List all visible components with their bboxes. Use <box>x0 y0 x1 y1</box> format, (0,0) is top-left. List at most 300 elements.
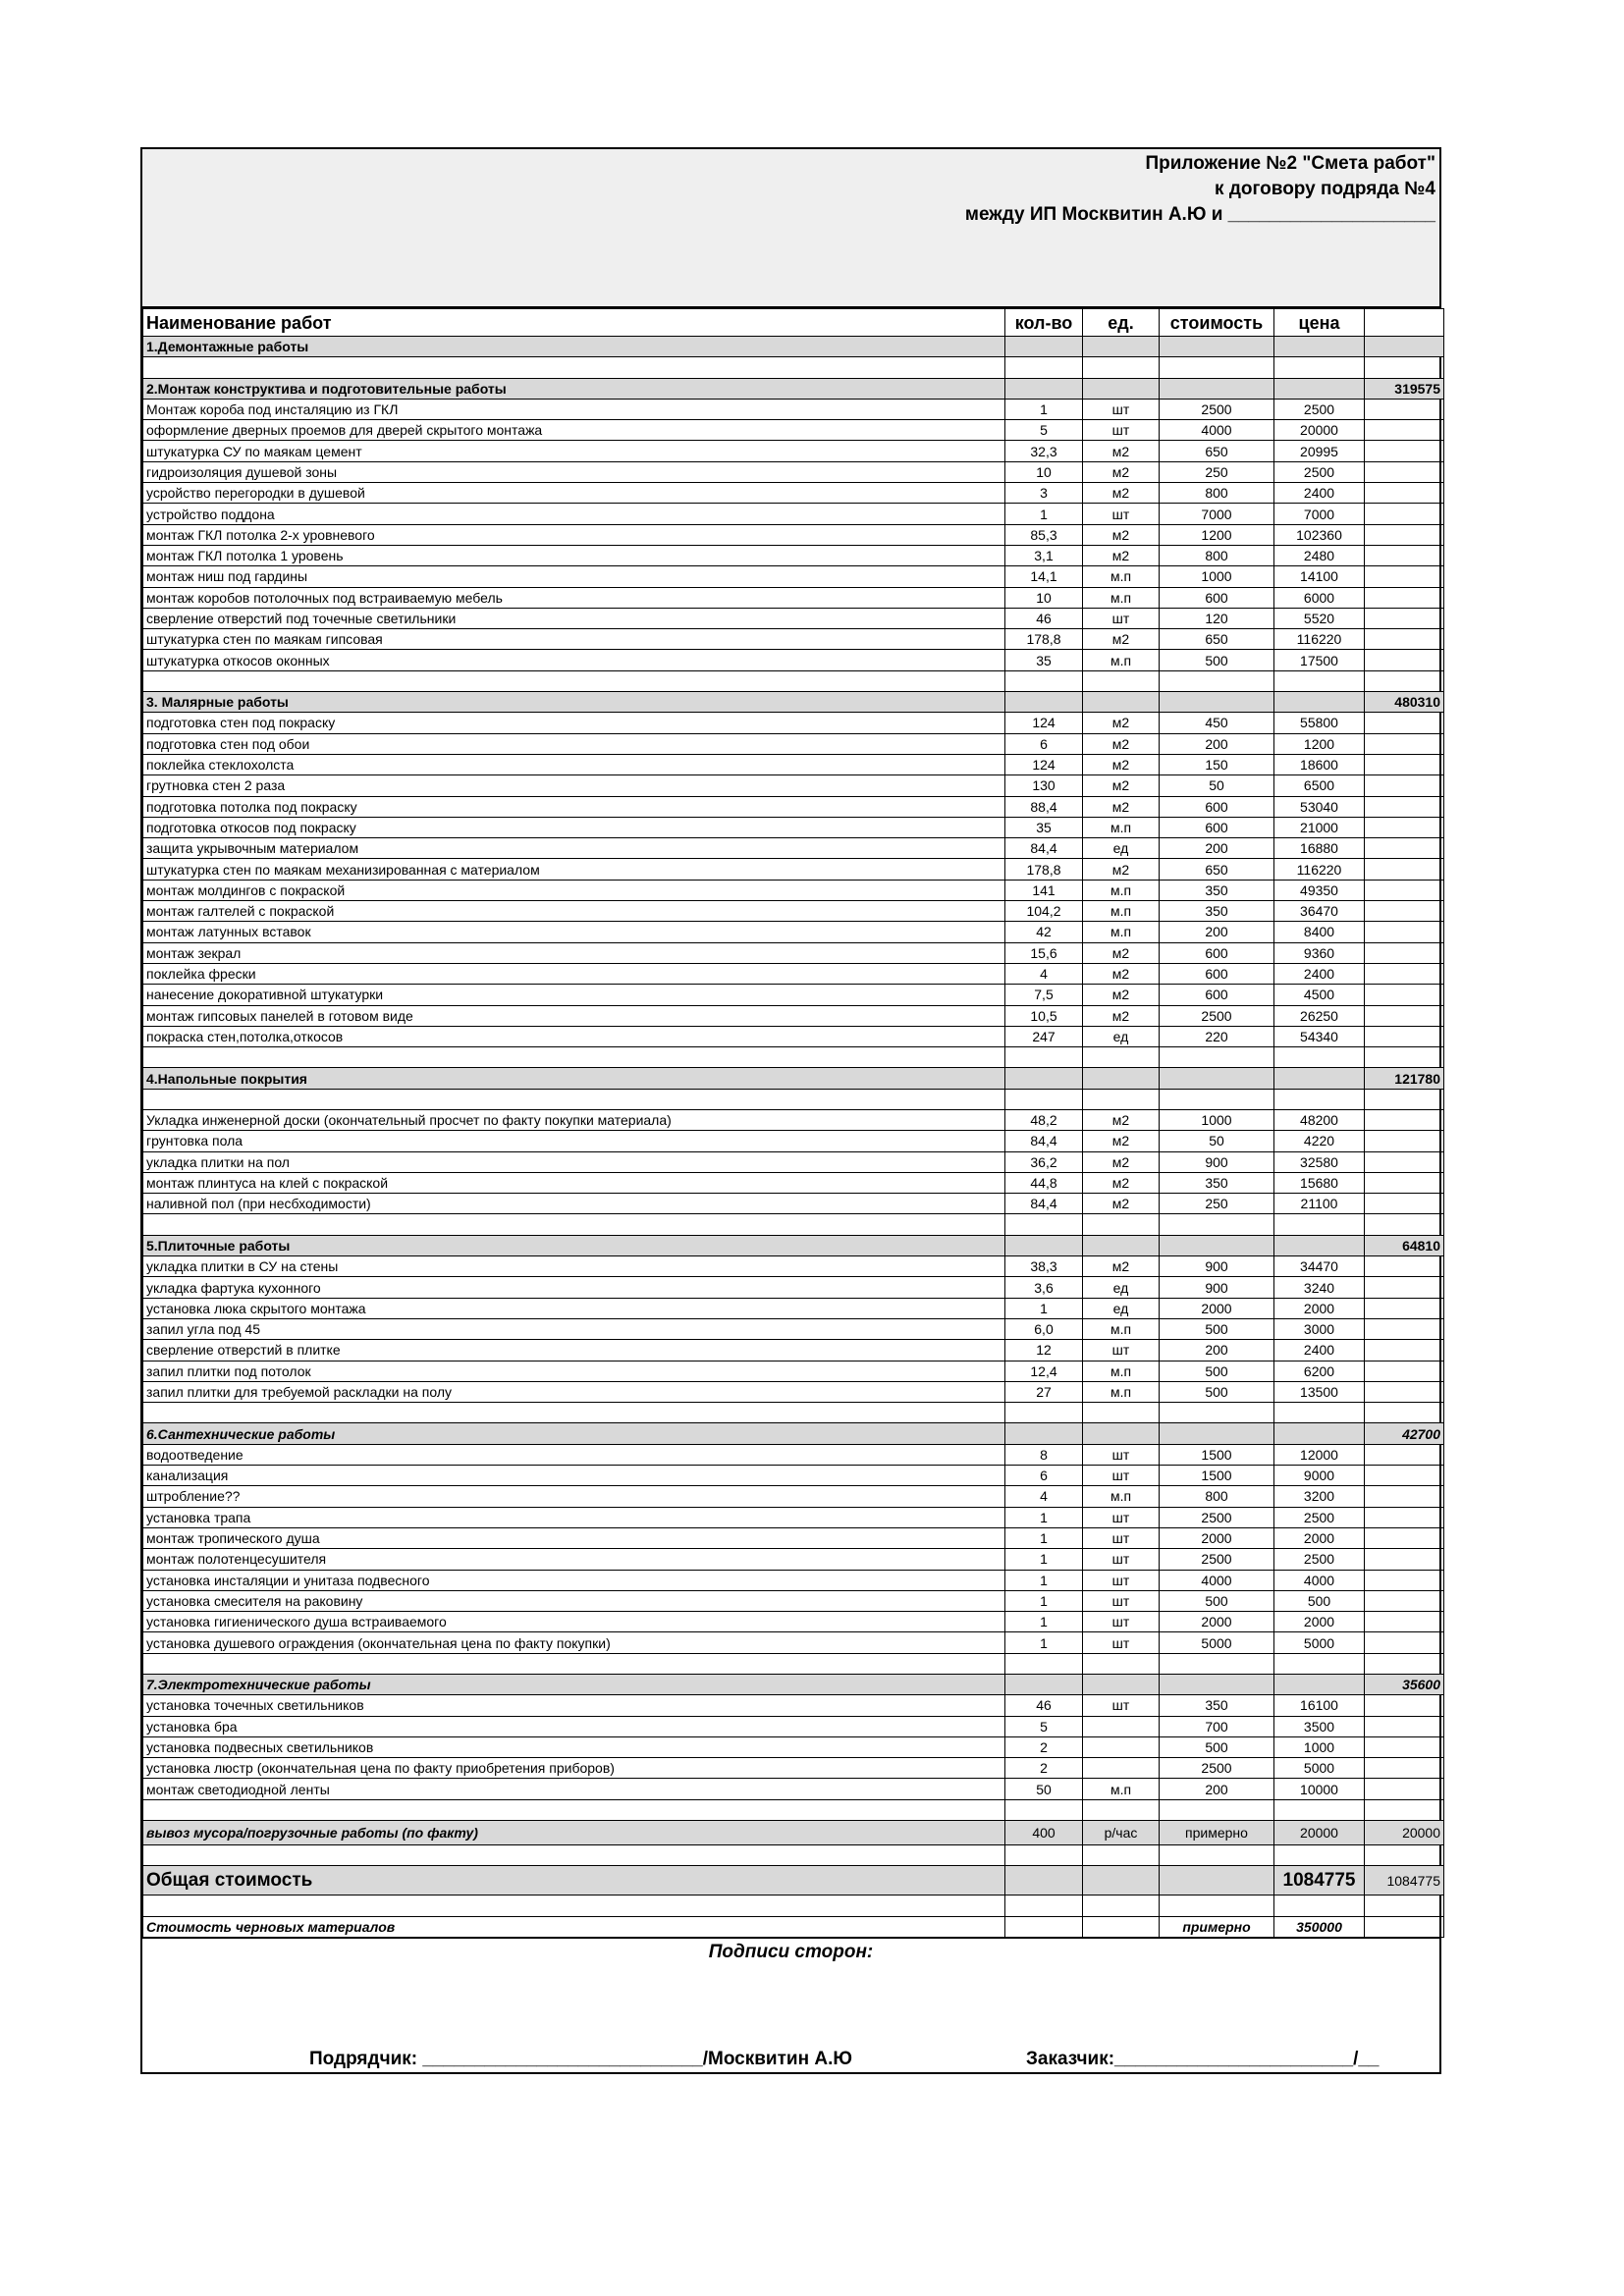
garbage-unit: р/час <box>1083 1821 1160 1845</box>
table-row <box>143 1612 1444 1632</box>
section-title: 5.Плиточные работы <box>143 1235 1005 1255</box>
col-name-header: Наименование работ <box>143 309 1005 337</box>
work-qty: 46 <box>1005 1695 1083 1716</box>
work-unit: шт <box>1083 1527 1160 1548</box>
table-row <box>143 796 1444 817</box>
work-unit: ед <box>1083 1026 1160 1046</box>
table-row <box>143 1507 1444 1527</box>
work-qty: 124 <box>1005 754 1083 774</box>
work-sum: 16100 <box>1274 1695 1365 1716</box>
work-sum: 2000 <box>1274 1612 1365 1632</box>
work-unit: м2 <box>1083 733 1160 754</box>
work-sum: 48200 <box>1274 1109 1365 1130</box>
work-price: 600 <box>1160 985 1274 1005</box>
work-price: 1000 <box>1160 1109 1274 1130</box>
work-price: 500 <box>1160 1361 1274 1381</box>
work-unit: м.п <box>1083 1361 1160 1381</box>
work-price: 350 <box>1160 1172 1274 1193</box>
blank-row <box>143 357 1444 378</box>
work-unit: м2 <box>1083 796 1160 817</box>
work-sum: 3240 <box>1274 1277 1365 1298</box>
work-name: монтаж плинтуса на клей с покраской <box>143 1172 1005 1193</box>
table-row <box>143 1172 1444 1193</box>
work-qty: 1 <box>1005 1612 1083 1632</box>
work-unit: шт <box>1083 1590 1160 1611</box>
work-name: установка смесителя на раковину <box>143 1590 1005 1611</box>
table-row <box>143 713 1444 733</box>
document-header <box>142 149 1439 308</box>
work-unit: м2 <box>1083 713 1160 733</box>
work-price: 2500 <box>1160 1005 1274 1026</box>
work-unit: шт <box>1083 420 1160 441</box>
work-qty: 2 <box>1005 1758 1083 1779</box>
work-price: 700 <box>1160 1716 1274 1736</box>
table-row <box>143 1340 1444 1361</box>
work-sum: 53040 <box>1274 796 1365 817</box>
work-unit: м.п <box>1083 922 1160 942</box>
work-unit: м2 <box>1083 1256 1160 1277</box>
work-qty: 6,0 <box>1005 1318 1083 1339</box>
work-price: 450 <box>1160 713 1274 733</box>
work-qty: 36,2 <box>1005 1151 1083 1172</box>
work-qty: 84,4 <box>1005 838 1083 859</box>
work-price: 650 <box>1160 629 1274 650</box>
work-name: монтаж коробов потолочных под встраиваемую мебель <box>143 587 1005 608</box>
work-name: монтаж зекрал <box>143 942 1005 963</box>
table-row <box>143 650 1444 670</box>
table-row <box>143 566 1444 587</box>
work-price: 1200 <box>1160 524 1274 545</box>
work-price: 600 <box>1160 817 1274 837</box>
work-unit: м2 <box>1083 1151 1160 1172</box>
work-unit: ед <box>1083 838 1160 859</box>
work-qty: 104,2 <box>1005 901 1083 922</box>
work-sum: 55800 <box>1274 713 1365 733</box>
work-unit: м.п <box>1083 1381 1160 1402</box>
summary-body <box>143 1821 1444 1938</box>
work-sum: 36470 <box>1274 901 1365 922</box>
work-sum: 20995 <box>1274 441 1365 461</box>
work-name: укладка плитки в СУ на стены <box>143 1256 1005 1277</box>
work-name: монтаж ГКЛ потолка 2-х уровневого <box>143 524 1005 545</box>
work-unit: шт <box>1083 1695 1160 1716</box>
work-qty: 1 <box>1005 1527 1083 1548</box>
work-qty: 1 <box>1005 1549 1083 1570</box>
work-price: 900 <box>1160 1256 1274 1277</box>
work-sum: 9360 <box>1274 942 1365 963</box>
work-name: монтаж молдингов с покраской <box>143 880 1005 900</box>
work-price: 2500 <box>1160 1549 1274 1570</box>
work-price: 600 <box>1160 963 1274 984</box>
work-unit <box>1083 1716 1160 1736</box>
work-qty: 130 <box>1005 775 1083 796</box>
work-qty: 1 <box>1005 1507 1083 1527</box>
table-row <box>143 733 1444 754</box>
work-sum: 3200 <box>1274 1486 1365 1507</box>
work-sum: 1000 <box>1274 1736 1365 1757</box>
work-qty: 35 <box>1005 650 1083 670</box>
header-line-2: к договору подряда №4 <box>1215 179 1435 199</box>
table-row <box>143 1005 1444 1026</box>
work-unit: м.п <box>1083 650 1160 670</box>
work-name: запил плитки под потолок <box>143 1361 1005 1381</box>
work-sum: 4220 <box>1274 1131 1365 1151</box>
blank-row <box>143 1047 1444 1068</box>
work-qty: 3,1 <box>1005 545 1083 565</box>
work-name: штукатурка стен по маякам гипсовая <box>143 629 1005 650</box>
garbage-sum: 20000 <box>1274 1821 1365 1845</box>
work-qty: 6 <box>1005 733 1083 754</box>
work-unit: м2 <box>1083 483 1160 504</box>
work-unit: ед <box>1083 1277 1160 1298</box>
work-sum: 54340 <box>1274 1026 1365 1046</box>
garbage-price: примерно <box>1160 1821 1274 1845</box>
table-row <box>143 775 1444 796</box>
col-unit-header: ед. <box>1083 309 1160 337</box>
work-sum: 116220 <box>1274 859 1365 880</box>
garbage-qty: 400 <box>1005 1821 1083 1845</box>
work-qty: 5 <box>1005 1716 1083 1736</box>
work-qty: 7,5 <box>1005 985 1083 1005</box>
work-name: запил плитки для требуемой раскладки на полу <box>143 1381 1005 1402</box>
work-unit: м.п <box>1083 1779 1160 1799</box>
work-sum: 8400 <box>1274 922 1365 942</box>
work-sum: 18600 <box>1274 754 1365 774</box>
work-price: 500 <box>1160 1318 1274 1339</box>
table-row <box>143 901 1444 922</box>
work-name: штукатурка откосов оконных <box>143 650 1005 670</box>
work-qty: 32,3 <box>1005 441 1083 461</box>
grand-total-row <box>143 1866 1444 1896</box>
section-header-row <box>143 378 1444 399</box>
work-sum: 15680 <box>1274 1172 1365 1193</box>
work-price: 650 <box>1160 859 1274 880</box>
work-sum: 12000 <box>1274 1444 1365 1465</box>
work-unit: шт <box>1083 1612 1160 1632</box>
work-price: 1500 <box>1160 1444 1274 1465</box>
work-sum: 26250 <box>1274 1005 1365 1026</box>
table-row <box>143 399 1444 419</box>
work-qty: 247 <box>1005 1026 1083 1046</box>
estimate-sheet <box>140 147 1441 2074</box>
work-name: сверление отверстий в плитке <box>143 1340 1005 1361</box>
blank-row <box>143 1799 1444 1820</box>
work-price: 600 <box>1160 942 1274 963</box>
table-row <box>143 1590 1444 1611</box>
work-qty: 1 <box>1005 504 1083 524</box>
blank-row <box>143 1653 1444 1674</box>
work-sum: 21100 <box>1274 1194 1365 1214</box>
work-qty: 178,8 <box>1005 859 1083 880</box>
work-name: монтаж ниш под гардины <box>143 566 1005 587</box>
work-unit: м2 <box>1083 441 1160 461</box>
column-header-row <box>143 309 1444 337</box>
customer-signature: Заказчик:_______________________/__ <box>1026 2048 1380 2069</box>
work-unit: м2 <box>1083 1172 1160 1193</box>
work-unit: м.п <box>1083 901 1160 922</box>
work-name: монтаж светодиодной ленты <box>143 1779 1005 1799</box>
work-name: установка бра <box>143 1716 1005 1736</box>
work-name: установка люка скрытого монтажа <box>143 1298 1005 1318</box>
work-qty: 12 <box>1005 1340 1083 1361</box>
work-name: подготовка откосов под покраску <box>143 817 1005 837</box>
work-unit: м2 <box>1083 1005 1160 1026</box>
work-qty: 3,6 <box>1005 1277 1083 1298</box>
section-total: 480310 <box>1365 692 1444 713</box>
table-row <box>143 1256 1444 1277</box>
section-header-row <box>143 1235 1444 1255</box>
work-unit: м2 <box>1083 545 1160 565</box>
table-row <box>143 504 1444 524</box>
work-price: 1000 <box>1160 566 1274 587</box>
work-price: 800 <box>1160 1486 1274 1507</box>
work-price: 500 <box>1160 1590 1274 1611</box>
blank-row <box>143 1214 1444 1235</box>
section-total: 42700 <box>1365 1423 1444 1444</box>
table-row <box>143 1486 1444 1507</box>
table-row <box>143 587 1444 608</box>
work-sum: 2500 <box>1274 461 1365 482</box>
work-qty: 2 <box>1005 1736 1083 1757</box>
section-header-row <box>143 337 1444 357</box>
work-qty: 46 <box>1005 608 1083 628</box>
work-qty: 84,4 <box>1005 1131 1083 1151</box>
work-price: 600 <box>1160 587 1274 608</box>
work-qty: 4 <box>1005 1486 1083 1507</box>
work-sum: 6500 <box>1274 775 1365 796</box>
table-row <box>143 461 1444 482</box>
table-row <box>143 963 1444 984</box>
table-row <box>143 420 1444 441</box>
work-sum: 13500 <box>1274 1381 1365 1402</box>
table-row <box>143 922 1444 942</box>
table-row <box>143 608 1444 628</box>
work-unit: м.п <box>1083 587 1160 608</box>
work-name: укладка плитки на пол <box>143 1151 1005 1172</box>
work-sum: 2500 <box>1274 1549 1365 1570</box>
blank-row <box>143 1089 1444 1109</box>
section-title: 7.Электротехнические работы <box>143 1675 1005 1695</box>
materials-price: примерно <box>1160 1916 1274 1937</box>
work-qty: 178,8 <box>1005 629 1083 650</box>
work-name: наливной пол (при несбходимости) <box>143 1194 1005 1214</box>
work-unit: шт <box>1083 608 1160 628</box>
blank-row <box>143 1845 1444 1866</box>
work-qty: 38,3 <box>1005 1256 1083 1277</box>
work-sum: 34470 <box>1274 1256 1365 1277</box>
work-name: установка инсталяции и унитаза подвесного <box>143 1570 1005 1590</box>
work-name: монтаж латунных вставок <box>143 922 1005 942</box>
work-sum: 2480 <box>1274 545 1365 565</box>
work-price: 500 <box>1160 650 1274 670</box>
work-price: 500 <box>1160 1381 1274 1402</box>
work-unit: м.п <box>1083 1318 1160 1339</box>
table-row <box>143 880 1444 900</box>
work-price: 200 <box>1160 838 1274 859</box>
table-row <box>143 1109 1444 1130</box>
work-name: гидроизоляция душевой зоны <box>143 461 1005 482</box>
work-sum: 6000 <box>1274 587 1365 608</box>
work-qty: 27 <box>1005 1381 1083 1402</box>
work-unit: м.п <box>1083 566 1160 587</box>
work-sum: 2400 <box>1274 963 1365 984</box>
work-unit: м.п <box>1083 1486 1160 1507</box>
work-qty: 14,1 <box>1005 566 1083 587</box>
work-sum: 2500 <box>1274 1507 1365 1527</box>
table-row <box>143 1716 1444 1736</box>
work-name: сверление отверстий под точечные светильники <box>143 608 1005 628</box>
col-total-header <box>1365 309 1444 337</box>
col-price-header: стоимость <box>1160 309 1274 337</box>
work-price: 7000 <box>1160 504 1274 524</box>
work-sum: 2000 <box>1274 1298 1365 1318</box>
section-title: 6.Сантехнические работы <box>143 1423 1005 1444</box>
work-price: 800 <box>1160 483 1274 504</box>
work-name: нанесение докоративной штукатурки <box>143 985 1005 1005</box>
work-unit: м2 <box>1083 1131 1160 1151</box>
work-qty: 88,4 <box>1005 796 1083 817</box>
signatures-area <box>142 1966 1439 2072</box>
work-sum: 20000 <box>1274 420 1365 441</box>
work-sum: 5000 <box>1274 1758 1365 1779</box>
work-name: монтаж галтелей с покраской <box>143 901 1005 922</box>
work-price: 200 <box>1160 733 1274 754</box>
table-row <box>143 1026 1444 1046</box>
work-name: установка люстр (окончательная цена по факту приобретения приборов) <box>143 1758 1005 1779</box>
table-row <box>143 483 1444 504</box>
work-qty: 50 <box>1005 1779 1083 1799</box>
work-name: грунтовка пола <box>143 1131 1005 1151</box>
work-sum: 6200 <box>1274 1361 1365 1381</box>
section-total <box>1365 337 1444 357</box>
section-total: 64810 <box>1365 1235 1444 1255</box>
work-name: установка душевого ограждения (окончательная цена по факту покупки) <box>143 1632 1005 1653</box>
table-row <box>143 985 1444 1005</box>
work-sum: 5520 <box>1274 608 1365 628</box>
table-row <box>143 754 1444 774</box>
garbage-row <box>143 1821 1444 1845</box>
work-unit: м2 <box>1083 963 1160 984</box>
work-qty: 12,4 <box>1005 1361 1083 1381</box>
work-unit: ед <box>1083 1298 1160 1318</box>
work-sum: 49350 <box>1274 880 1365 900</box>
work-qty: 141 <box>1005 880 1083 900</box>
section-title: 1.Демонтажные работы <box>143 337 1005 357</box>
work-unit: шт <box>1083 1444 1160 1465</box>
section-header-row <box>143 1068 1444 1089</box>
work-sum: 4500 <box>1274 985 1365 1005</box>
work-price: 350 <box>1160 901 1274 922</box>
work-price: 50 <box>1160 775 1274 796</box>
work-unit: шт <box>1083 1340 1160 1361</box>
materials-label: Стоимость черновых материалов <box>143 1916 1005 1937</box>
table-row <box>143 1381 1444 1402</box>
work-qty: 48,2 <box>1005 1109 1083 1130</box>
garbage-total: 20000 <box>1365 1821 1444 1845</box>
work-price: 2000 <box>1160 1298 1274 1318</box>
work-name: подготовка стен под обои <box>143 733 1005 754</box>
work-name: поклейка фрески <box>143 963 1005 984</box>
header-line-3: между ИП Москвитин А.Ю и ____________________ <box>964 204 1435 225</box>
work-qty: 1 <box>1005 1590 1083 1611</box>
work-unit: м2 <box>1083 1109 1160 1130</box>
section-title: 3. Малярные работы <box>143 692 1005 713</box>
work-price: 220 <box>1160 1026 1274 1046</box>
grand-total-total: 1084775 <box>1365 1866 1444 1896</box>
work-qty: 35 <box>1005 817 1083 837</box>
work-price: 500 <box>1160 1736 1274 1757</box>
work-unit: шт <box>1083 504 1160 524</box>
section-header-row <box>143 692 1444 713</box>
section-title: 4.Напольные покрытия <box>143 1068 1005 1089</box>
grand-total-sum: 1084775 <box>1274 1866 1365 1896</box>
work-name: укладка фартука кухонного <box>143 1277 1005 1298</box>
work-sum: 3500 <box>1274 1716 1365 1736</box>
work-name: защита укрывочным материалом <box>143 838 1005 859</box>
work-qty: 6 <box>1005 1466 1083 1486</box>
work-unit: шт <box>1083 1632 1160 1653</box>
table-row <box>143 1466 1444 1486</box>
work-qty: 10 <box>1005 587 1083 608</box>
work-unit: шт <box>1083 1570 1160 1590</box>
work-unit: м.п <box>1083 817 1160 837</box>
table-row <box>143 1695 1444 1716</box>
work-price: 2500 <box>1160 1507 1274 1527</box>
work-name: монтаж тропического душа <box>143 1527 1005 1548</box>
table-row <box>143 838 1444 859</box>
work-sum: 9000 <box>1274 1466 1365 1486</box>
work-name: канализация <box>143 1466 1005 1486</box>
work-unit: шт <box>1083 1507 1160 1527</box>
work-price: 2500 <box>1160 1758 1274 1779</box>
table-row <box>143 1194 1444 1214</box>
work-name: Монтаж короба под инсталяцию из ГКЛ <box>143 399 1005 419</box>
table-row <box>143 1298 1444 1318</box>
table-row <box>143 1361 1444 1381</box>
estimate-body <box>143 337 1444 1821</box>
work-sum: 2000 <box>1274 1527 1365 1548</box>
work-sum: 17500 <box>1274 650 1365 670</box>
work-sum: 14100 <box>1274 566 1365 587</box>
contractor-signature: Подрядчик: ___________________________/Москвитин А.Ю <box>309 2048 852 2069</box>
work-price: 200 <box>1160 1340 1274 1361</box>
table-row <box>143 1570 1444 1590</box>
table-row <box>143 942 1444 963</box>
work-price: 2500 <box>1160 399 1274 419</box>
work-qty: 10,5 <box>1005 1005 1083 1026</box>
work-sum: 21000 <box>1274 817 1365 837</box>
signatures-title: Подписи сторон: <box>142 1938 1439 1966</box>
garbage-label: вывоз мусора/погрузочные работы (по факту) <box>143 1821 1005 1845</box>
table-row <box>143 524 1444 545</box>
work-price: 250 <box>1160 1194 1274 1214</box>
table-row <box>143 1318 1444 1339</box>
work-unit: м2 <box>1083 859 1160 880</box>
work-name: поклейка стеклохолста <box>143 754 1005 774</box>
table-row <box>143 1549 1444 1570</box>
table-row <box>143 1779 1444 1799</box>
work-qty: 124 <box>1005 713 1083 733</box>
section-total: 319575 <box>1365 378 1444 399</box>
work-qty: 42 <box>1005 922 1083 942</box>
work-name: монтаж полотенцесушителя <box>143 1549 1005 1570</box>
section-title: 2.Монтаж конструктива и подготовительные работы <box>143 378 1005 399</box>
table-row <box>143 1444 1444 1465</box>
work-sum: 102360 <box>1274 524 1365 545</box>
work-qty: 8 <box>1005 1444 1083 1465</box>
work-sum: 10000 <box>1274 1779 1365 1799</box>
materials-row <box>143 1916 1444 1937</box>
